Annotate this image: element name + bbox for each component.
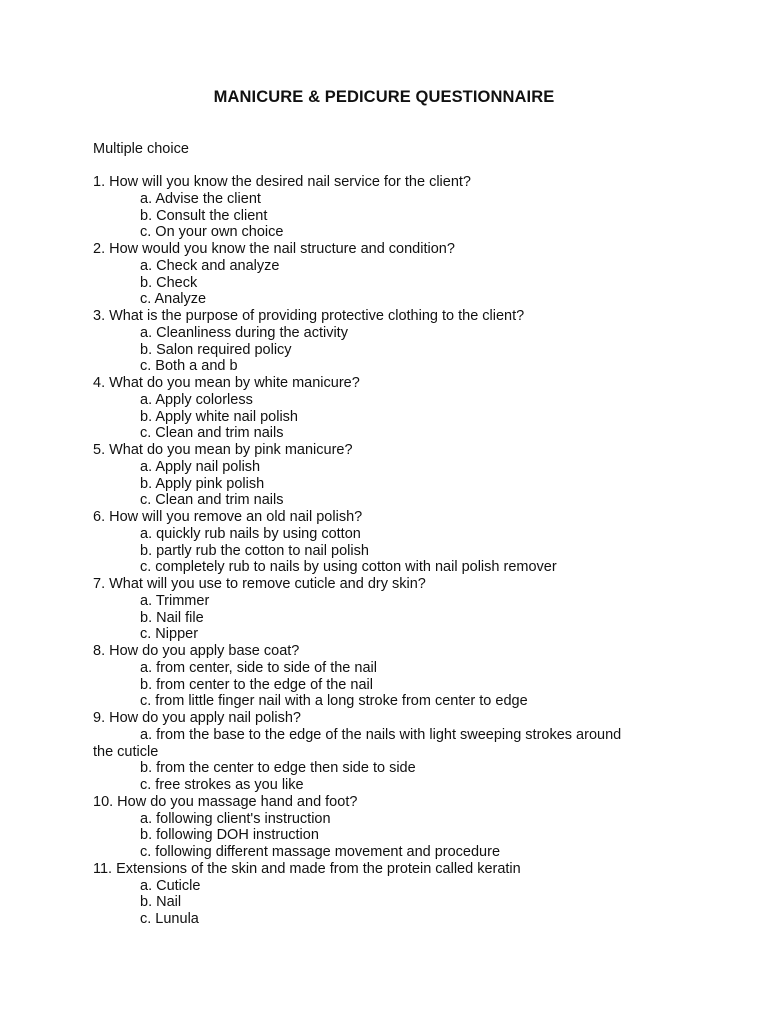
option-c: c. Lunula	[140, 911, 199, 927]
question-text: 5. What do you mean by pink manicure?	[93, 442, 353, 458]
option-c: c. Clean and trim nails	[140, 492, 284, 509]
question-8	[93, 643, 693, 710]
option-b: b. Consult the client	[140, 207, 268, 224]
document-title: MANICURE & PEDICURE QUESTIONNAIRE	[213, 88, 555, 106]
question-7	[93, 576, 693, 643]
question-text: 2. How would you know the nail structure and condition?	[93, 241, 455, 257]
question-10	[93, 794, 693, 861]
option-a: a. Check and analyze	[140, 257, 280, 274]
option-c: c. Analyze	[140, 291, 207, 308]
question-text: 11. Extensions of the skin and made from the protein called keratin	[93, 860, 521, 877]
option-c: c. Clean and trim nails	[140, 425, 284, 442]
question-text: 3. What is the purpose of providing protective clothing to the client?	[93, 308, 525, 324]
option-a: a. Trimmer	[140, 592, 210, 609]
question-list	[93, 174, 693, 928]
question-2	[93, 241, 693, 308]
option-c: c. On your own choice	[140, 224, 284, 241]
option-a: a. Advise the client	[140, 190, 261, 207]
question-text: 8. How do you apply base coat?	[93, 643, 300, 659]
option-a: a. quickly rub nails by using cotton	[140, 525, 361, 542]
question-text: 4. What do you mean by white manicure?	[93, 375, 360, 391]
option-a: a. Cleanliness during the activity	[140, 324, 348, 341]
question-6	[93, 509, 693, 576]
question-text: 6. How will you remove an old nail polish?	[93, 509, 363, 525]
option-b: b. partly rub the cotton to nail polish	[140, 542, 369, 559]
question-text: 7. What will you use to remove cuticle and dry skin?	[93, 576, 426, 592]
option-b: b. Nail	[140, 894, 182, 911]
option-a: a. following client's instruction	[140, 810, 331, 827]
option-c: c. free strokes as you like	[140, 777, 304, 793]
question-5	[93, 442, 693, 509]
option-a-continuation: the cuticle	[93, 743, 159, 760]
option-a: a. Cuticle	[140, 877, 201, 894]
option-b: b. from center to the edge of the nail	[140, 676, 373, 693]
question-text: 1. How will you know the desired nail service for the client?	[93, 174, 471, 190]
option-a: a. Apply colorless	[140, 391, 253, 408]
question-4	[93, 375, 693, 442]
section-label: Multiple choice	[93, 141, 189, 157]
option-b: b. following DOH instruction	[140, 827, 319, 844]
option-b: b. from the center to edge then side to side	[140, 760, 416, 777]
option-a: a. Apply nail polish	[140, 458, 261, 475]
question-3	[93, 308, 693, 375]
question-1	[93, 174, 693, 241]
option-c: c. Both a and b	[140, 358, 238, 375]
option-b: b. Salon required policy	[140, 341, 292, 358]
option-b: b. Check	[140, 274, 198, 291]
option-a: a. from center, side to side of the nail	[140, 659, 377, 676]
option-b: b. Apply white nail polish	[140, 408, 298, 425]
question-text: 9. How do you apply nail polish?	[93, 710, 301, 726]
option-c: c. from little finger nail with a long stroke from center to edge	[140, 693, 528, 710]
question-text: 10. How do you massage hand and foot?	[93, 793, 358, 810]
option-b: b. Apply pink polish	[140, 475, 265, 492]
option-c: c. Nipper	[140, 626, 199, 643]
question-9	[93, 710, 693, 794]
option-b: b. Nail file	[140, 609, 204, 626]
option-a: a. from the base to the edge of the nails with light sweeping strokes around	[140, 726, 622, 743]
option-c: c. following different massage movement and procedure	[140, 844, 501, 860]
question-11	[93, 861, 693, 928]
option-c: c. completely rub to nails by using cotton with nail polish remover	[140, 559, 557, 576]
